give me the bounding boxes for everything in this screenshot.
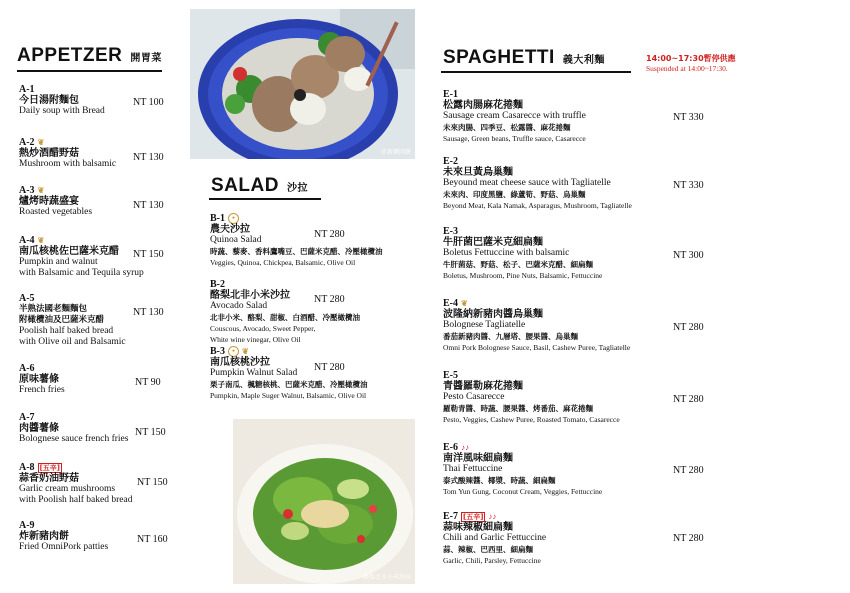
spaghetti-title: SPAGHETTI 義大利麵 <box>443 47 605 68</box>
food-photo-avocado-salad <box>233 419 415 584</box>
menu-item-a5: A-5 半熟法國老麵麵包 附橄欖油及巴薩米克醋 Poolish half baked bread with Olive oil and Balsamic <box>19 293 126 347</box>
menu-item-e7: E-7 [五辛] ♪♪ 蒜味辣椒細扁麵 Chili and Garlic Fettuccine 蒜、辣椒、巴西里、細扁麵 Garlic, Chili, Parsley, Fettuccine <box>443 511 547 565</box>
chili-icon: ♪♪ <box>461 443 469 452</box>
appetizer-underline <box>17 70 162 72</box>
leaf-icon: ❦ <box>242 347 249 356</box>
photo-illustration <box>233 419 415 584</box>
closing-notice: 14:00~17:30暫停供應 <box>646 54 736 63</box>
spaghetti-title-zh: 義大利麵 <box>562 55 605 66</box>
menu-item-b1: B-1 ● 農夫沙拉 Quinoa Salad 時蔬、藜麥、香料鷹嘴豆、巴薩米克醋、冷壓橄欖油 Veggies, Quinoa, Chickpea, Balsamic, Olive Oil <box>210 213 383 267</box>
price-a4: NT 150 <box>133 249 164 260</box>
salad-title: SALAD 沙拉 <box>211 175 308 196</box>
price-b1: NT 280 <box>314 229 345 240</box>
menu-item-a9: A-9 炸新豬肉餅 Fried OmniPork patties <box>19 520 109 552</box>
spaghetti-underline <box>441 71 631 73</box>
appetizer-title: APPETZER 開胃菜 <box>17 45 162 66</box>
salad-title-zh: 沙拉 <box>286 183 308 194</box>
menu-item-a8: A-8 [五辛] 蒜香奶油野菇 Garlic cream mushrooms with Poolish half baked bread <box>19 462 133 505</box>
price-e6: NT 280 <box>673 465 704 476</box>
five-spice-badge: [五辛] <box>39 463 60 472</box>
price-b2: NT 280 <box>314 294 345 305</box>
leaf-icon: ❦ <box>37 236 45 245</box>
menu-item-e1: E-1 松露肉腸麻花捲麵 Sausage cream Casarecce with truffle 未來肉腸、四季豆、松露醬、麻花捲麵 Sausage, Green beans, Truffle sauce, Casarecce <box>443 89 586 143</box>
price-e4: NT 280 <box>673 322 704 333</box>
vegan-icon: ● <box>228 346 239 357</box>
leaf-icon: ❦ <box>37 186 45 195</box>
menu-item-a2: A-2 ❦ 熱炒酒醋野菇 Mushroom with balsamic <box>19 137 117 169</box>
vegan-icon: ● <box>228 213 239 224</box>
price-e2: NT 330 <box>673 180 704 191</box>
price-a8: NT 150 <box>137 477 168 488</box>
closing-notice-en: Suspended at 14:00~17:30. <box>646 64 728 73</box>
price-a1: NT 100 <box>133 97 164 108</box>
leaf-icon: ❦ <box>461 299 468 308</box>
menu-item-e5: E-5 青醬羅勒麻花捲麵 Pesto Casarecce 羅勒青醬、時蔬、腰果醬、烤番茄、麻花捲麵 Pesto, Veggies, Cashew Puree, Roasted Tomato, Casarecce <box>443 370 620 424</box>
price-a7: NT 150 <box>135 427 166 438</box>
five-spice-badge: [五辛] <box>463 512 484 521</box>
price-a5: NT 130 <box>133 307 164 318</box>
photo-caption: 酪梨北非小米沙拉 <box>362 574 411 581</box>
menu-item-e4: E-4 ❦ 波隆納新豬肉醬烏巢麵 Bolognese Tagliatelle 番茄新豬肉醬、九層塔、腰果醬、烏巢麵 Omni Pork Bolognese Sauce, Basil, Cashew Puree, Tagliatelle <box>443 298 631 352</box>
price-b3: NT 280 <box>314 362 345 373</box>
menu-item-e2: E-2 未來旦黃烏巢麵 Beyound meat cheese sauce with Tagliatelle 未來肉、印度黑鹽、綠蘆筍、野菇、烏巢麵 Beyond Meat, Kala Namak, Asparagus, Mushroom, Tagliatelle <box>443 156 632 210</box>
salad-underline <box>209 198 321 200</box>
price-e5: NT 280 <box>673 394 704 405</box>
menu-item-e6: E-6 ♪♪ 南洋風味細扁麵 Thai Fettuccine 泰式酸辣醬、椰漿、時蔬、細扁麵 Tom Yun Gung, Coconut Cream, Veggies, Fettuccine <box>443 442 603 496</box>
price-a3: NT 130 <box>133 200 164 211</box>
leaf-icon: ❦ <box>37 138 45 147</box>
menu-item-a7: A-7 肉醬薯條 Bolognese sauce french fries <box>19 412 129 444</box>
price-a6: NT 90 <box>135 377 161 388</box>
price-a2: NT 130 <box>133 152 164 163</box>
photo-caption: 炸新豬肉餅 <box>380 149 411 156</box>
chili-icon: ♪♪ <box>488 512 497 521</box>
menu-item-a1: A-1 今日湯附麵包 Daily soup with Bread <box>19 84 105 116</box>
price-e1: NT 330 <box>673 112 704 123</box>
price-e3: NT 300 <box>673 250 704 261</box>
appetizer-title-zh: 開胃菜 <box>130 53 162 64</box>
food-photo-pork-patties <box>190 9 415 159</box>
menu-item-b2: B-2 酪梨北非小米沙拉 Avocado Salad 北非小米、酪梨、甜椒、白酒醋、冷壓橄欖油 Couscous, Avocado, Sweet Pepper, White wine vinegar, Olive Oil <box>210 279 360 344</box>
menu-item-b3: B-3 ● ❦ 南瓜核桃沙拉 Pumpkin Walnut Salad 栗子南瓜、楓糖核桃、巴薩米克醋、冷壓橄欖油 Pumpkin, Maple Suger Walnut, Balsamic, Olive Oil <box>210 346 368 400</box>
price-a9: NT 160 <box>137 534 168 545</box>
menu-item-e3: E-3 牛肝菌巴薩米克細扁麵 Boletus Fettuccine with balsamic 牛肝菌菇、野菇、松子、巴薩米克醋、細扁麵 Boletus, Mushroom, Pine Nuts, Balsamic, Fettuccine <box>443 226 603 280</box>
menu-item-a4: A-4 ❦ 南瓜核桃佐巴薩米克醋 Pumpkin and walnut with Balsamic and Tequila syrup <box>19 235 144 278</box>
photo-illustration <box>190 9 415 159</box>
menu-item-a6: A-6 原味薯條 French fries <box>19 363 65 395</box>
price-e7: NT 280 <box>673 533 704 544</box>
menu-item-a3: A-3 ❦ 爐烤時蔬盛宴 Roasted vegetables <box>19 185 93 217</box>
